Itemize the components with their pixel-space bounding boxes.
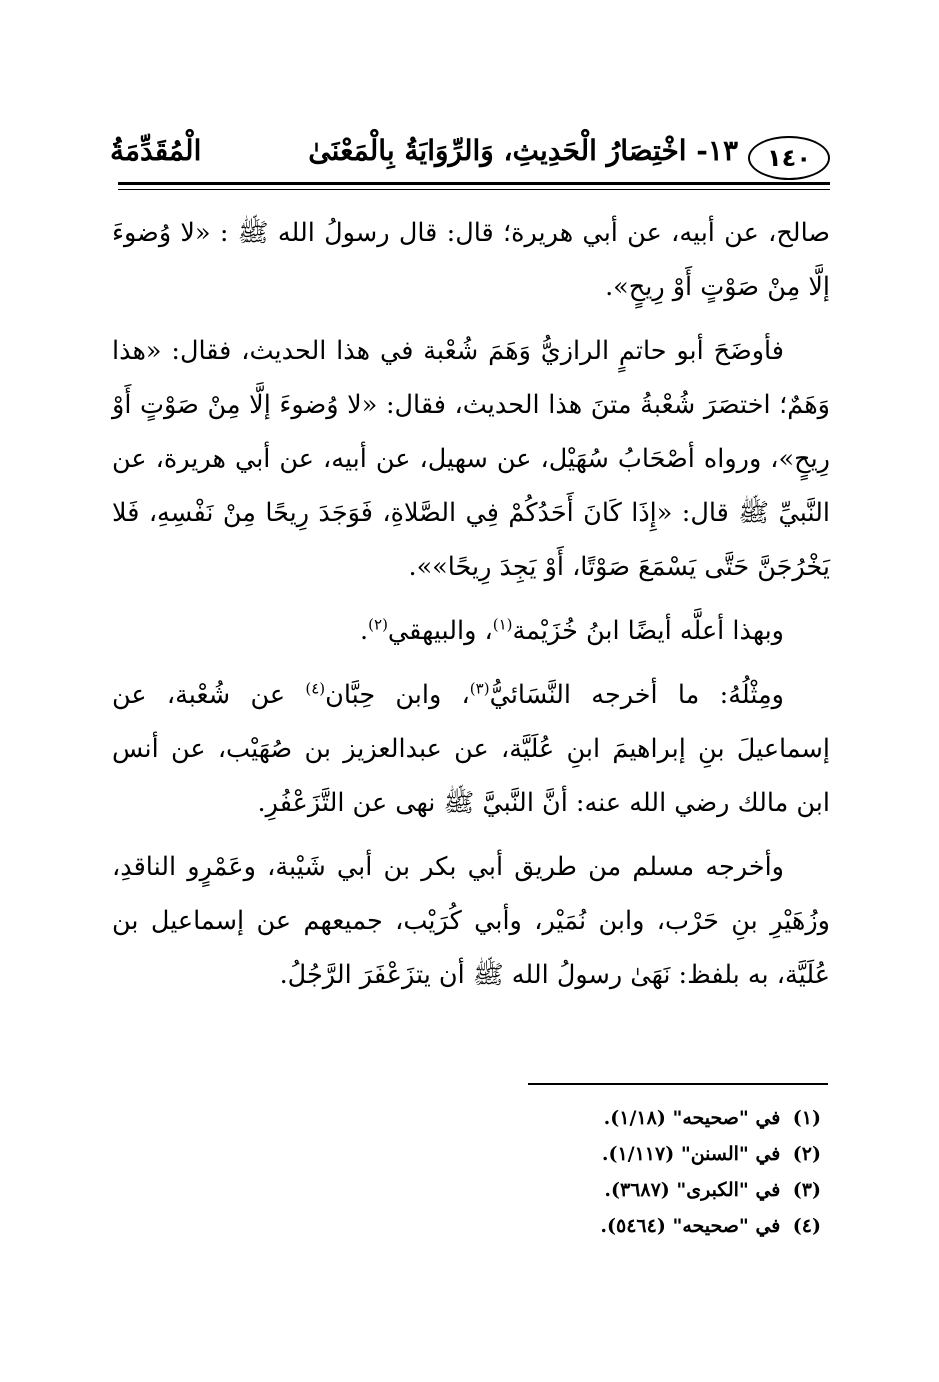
paragraph-5: وأخرجه مسلم من طريق أبي بكر بن أبي شَيْبة، وعَمْرٍو الناقدِ، وزُهَيْرِ بنِ حَرْب، وابن نُمَيْر، وأبي كُرَيْب، جميعهم عن إسماعيل بن عُلَيَّة، به بلفظ: نَهَىٰ رسولُ الله ﷺ أن يتزَعْفَرَ الرَّجُلُ. <box>112 852 830 990</box>
footnote-item <box>421 1172 821 1208</box>
paragraph-3-end: . <box>360 616 369 646</box>
paragraph-4-start: ومِثْلُهُ: ما أخرجه النَّسَائيُّ <box>489 680 784 710</box>
footnotes <box>421 1100 821 1244</box>
paragraph-2: فأوضَحَ أبو حاتمٍ الرازيُّ وَهَمَ شُعْبة في هذا الحديث، فقال: «هذا وَهَمٌ؛ اختصَرَ شُعْبةُ متنَ هذا الحديث، فقال: «لا وُضوءَ إلَّا مِنْ صَوْتٍ أَوْ رِيحٍ»، ورواه أصْحَابُ سُهَيْل، عن سهيل، عن أبيه، عن أبي هريرة، عن النَّبيِّ ﷺ قال: «إِذَا كَانَ أَحَدُكُمْ فِي الصَّلاةِ، فَوَجَدَ رِيحًا مِنْ نَفْسِهِ، فَلا يَخْرُجَنَّ حَتَّى يَسْمَعَ صَوْتًا، أَوْ يَجِدَ رِيحًا»». <box>112 336 830 582</box>
paragraph-4-mid: ، وابن حِبَّان <box>325 680 470 710</box>
footnote-number: (٤) <box>792 1215 821 1237</box>
main-text <box>112 206 830 1012</box>
footnote-text: في "الكبرى" (٣٦٨٧). <box>604 1179 781 1201</box>
paragraph-3-mid: ، والبيهقي <box>387 616 493 646</box>
footnote-text: في "السنن" (١/١١٧). <box>601 1143 781 1165</box>
footnote-text: في "صحيحه" (١/١٨). <box>603 1107 781 1129</box>
page-number-text: ١٤٠ <box>767 144 811 172</box>
footnote-item <box>421 1208 821 1244</box>
footnote-item <box>421 1136 821 1172</box>
footnote-ref-3[interactable]: (٣) <box>469 679 490 698</box>
paragraph-3 <box>112 604 830 658</box>
footnote-item <box>421 1100 821 1136</box>
footnote-number: (١) <box>792 1107 821 1129</box>
paragraph-4 <box>112 668 830 830</box>
footnote-ref-2[interactable]: (٢) <box>368 615 388 634</box>
footnote-divider <box>528 1083 828 1085</box>
page-number <box>748 136 830 180</box>
footnote-number: (٣) <box>792 1179 821 1201</box>
footnote-ref-4[interactable]: (٤) <box>305 679 326 698</box>
page-header <box>110 128 830 180</box>
footnote-number: (٢) <box>792 1143 821 1165</box>
paragraph-3-text: وبهذا أعلَّه أيضًا ابنُ خُزَيْمة <box>512 616 784 646</box>
footnote-text: في "صحيحه" (٥٤٦٤). <box>600 1215 781 1237</box>
footnote-ref-1[interactable]: (١) <box>492 615 513 634</box>
header-rule-thin <box>118 189 830 190</box>
chapter-title: ١٣- اخْتِصَارُ الْحَدِيثِ، وَالرِّوَايَةُ بِالْمَعْنَىٰ <box>308 134 738 167</box>
paragraph-1: صالح، عن أبيه، عن أبي هريرة؛ قال: قال رسولُ الله ﷺ : «لا وُضوءَ إلَّا مِنْ صَوْتٍ أَوْ رِيحٍ». <box>112 218 830 302</box>
section-title: الْمُقَدِّمَةُ <box>110 134 202 167</box>
header-rule-thick <box>118 182 830 185</box>
paragraph-4-end: عن شُعْبة، عن إسماعيلَ بنِ إبراهيمَ ابنِ عُلَيَّة، عن عبدالعزيز بن صُهَيْب، عن أنس ابن مالك رضي الله عنه: أنَّ النَّبيَّ ﷺ نهى عن التَّزَعْفُرِ. <box>112 680 830 818</box>
